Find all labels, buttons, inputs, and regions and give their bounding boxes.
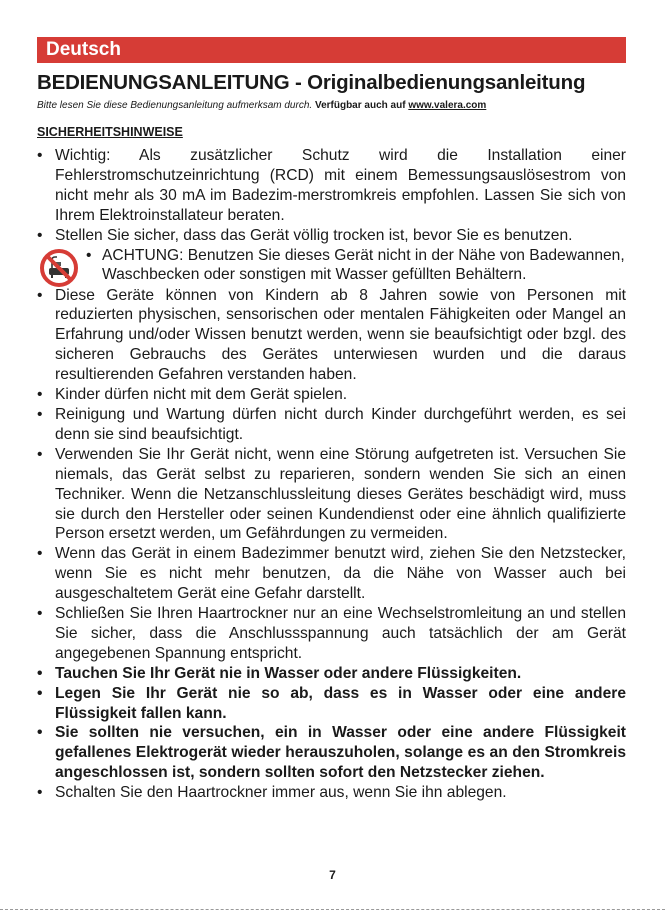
bullet: •	[37, 664, 43, 682]
item-text: Sie sollten nie versuchen, ein in Wasser oder eine andere Flüssigkeit gefallenes Elektrogerät wieder herauszuholen, solange es an den Stromkreis angeschlossen ist, sondern sollten sofort den Netzstecker ziehen.	[55, 724, 626, 782]
bullet: •	[37, 286, 43, 304]
bullet: •	[37, 147, 43, 164]
bullet: •	[86, 246, 92, 264]
page-number: 7	[329, 868, 336, 882]
list-item	[37, 604, 626, 664]
item-text: Schalten Sie den Haartrockner immer aus, wenn Sie ihn ablegen.	[55, 784, 507, 802]
list-item	[37, 445, 626, 545]
bullet: •	[37, 386, 43, 404]
item-text: Diese Geräte können von Kindern ab 8 Jahren sowie von Personen mit reduzierten physischen, sensorischen oder mentalen Fähigkeiten oder Mangel an Erfahrung und/oder Wissen benutzt werden, wenn sie beaufsichtigt oder bzgl. des sicheren Gebrauchs des Gerätes unterwiesen wurden und die daraus resultierenden Gefahren verstanden haben.	[55, 286, 626, 384]
website-link[interactable]: www.valera.com	[408, 100, 487, 111]
no-bathtub-icon	[39, 248, 79, 288]
bullet: •	[37, 226, 43, 244]
item-text: Reinigung und Wartung dürfen nicht durch Kinder durchgeführt werden, es sei denn sie sind beaufsichtigt.	[55, 405, 626, 443]
list-item	[37, 544, 626, 604]
list-item	[37, 684, 626, 724]
warning-row	[37, 246, 626, 286]
bullet: •	[37, 724, 43, 742]
bottom-divider	[0, 909, 665, 911]
list-item	[37, 385, 626, 405]
bullet: •	[37, 784, 43, 802]
item-text: Verwenden Sie Ihr Gerät nicht, wenn eine Störung aufgetreten ist. Versuchen Sie niemals, das Gerät selbst zu reparieren, sondern wenden Sie sich an einen Techniker. Wenn die Netzanschlussleitung dieses Gerätes beschädigt wird, muss sie durch den Hersteller oder seinen Kundendienst oder eine ähnlich qualifizierte Person ersetzt werden, um Gefährdungen zu vermeiden.	[55, 445, 626, 543]
list-item	[37, 783, 626, 803]
safety-list	[37, 146, 626, 803]
page-title: BEDIENUNGSANLEITUNG - Originalbedienungsanleitung	[37, 71, 586, 94]
item-text: Wenn das Gerät in einem Badezimmer benutzt wird, ziehen Sie den Netzstecker, wenn Sie es nicht mehr benutzen, da die Nähe von Wasser auch bei ausgeschaltetem Gerät eine Gefahr darstellt.	[55, 545, 626, 603]
subtitle-note: Bitte lesen Sie diese Bedienungsanleitung aufmerksam durch.	[37, 100, 315, 111]
item-text: Wichtig: Als zusätzlicher Schutz wird die Installation einer Fehlerstromschutzeinrichtung (RCD) mit einem Bemessungsauslösestrom von nicht mehr als 30 mA im Badezim-merstromkreis empfohlen. Lassen Sie sich von Ihrem Elektroinstallateur beraten.	[55, 147, 626, 224]
bullet: •	[37, 545, 43, 563]
bullet: •	[37, 605, 43, 623]
list-item	[37, 286, 626, 386]
subtitle-available: Verfügbar auch auf	[314, 100, 409, 111]
list-item	[37, 723, 626, 783]
section-heading: SICHERHEITSHINWEISE	[37, 125, 183, 139]
language-label: Deutsch	[46, 39, 121, 60]
item-text: Schließen Sie Ihren Haartrockner nur an eine Wechselstromleitung an und stellen Sie sicher, dass die Anschlussspannung auch tatsächlich der am Gerät angegebenen Spannung entspricht.	[55, 605, 626, 662]
bullet: •	[37, 684, 43, 702]
item-text: Stellen Sie sicher, dass das Gerät völlig trocken ist, bevor Sie es benutzen.	[55, 226, 573, 244]
item-text: ACHTUNG: Benutzen Sie dieses Gerät nicht in der Nähe von Badewannen, Waschbecken oder sonstigen mit Wasser gefüllten Behältern.	[102, 246, 625, 284]
warning-text	[86, 246, 626, 286]
list-item	[37, 405, 626, 445]
list-item	[37, 226, 626, 246]
bullet: •	[37, 445, 43, 463]
item-text: Kinder dürfen nicht mit dem Gerät spielen.	[55, 386, 348, 404]
subtitle	[37, 99, 637, 113]
language-banner	[37, 37, 626, 63]
item-text: Legen Sie Ihr Gerät nie so ab, dass es in Wasser oder eine andere Flüssigkeit fallen kann.	[55, 684, 626, 722]
bullet: •	[37, 405, 43, 423]
list-item	[37, 664, 626, 684]
list-item	[37, 146, 626, 226]
item-text: Tauchen Sie Ihr Gerät nie in Wasser oder andere Flüssigkeiten.	[55, 664, 522, 682]
